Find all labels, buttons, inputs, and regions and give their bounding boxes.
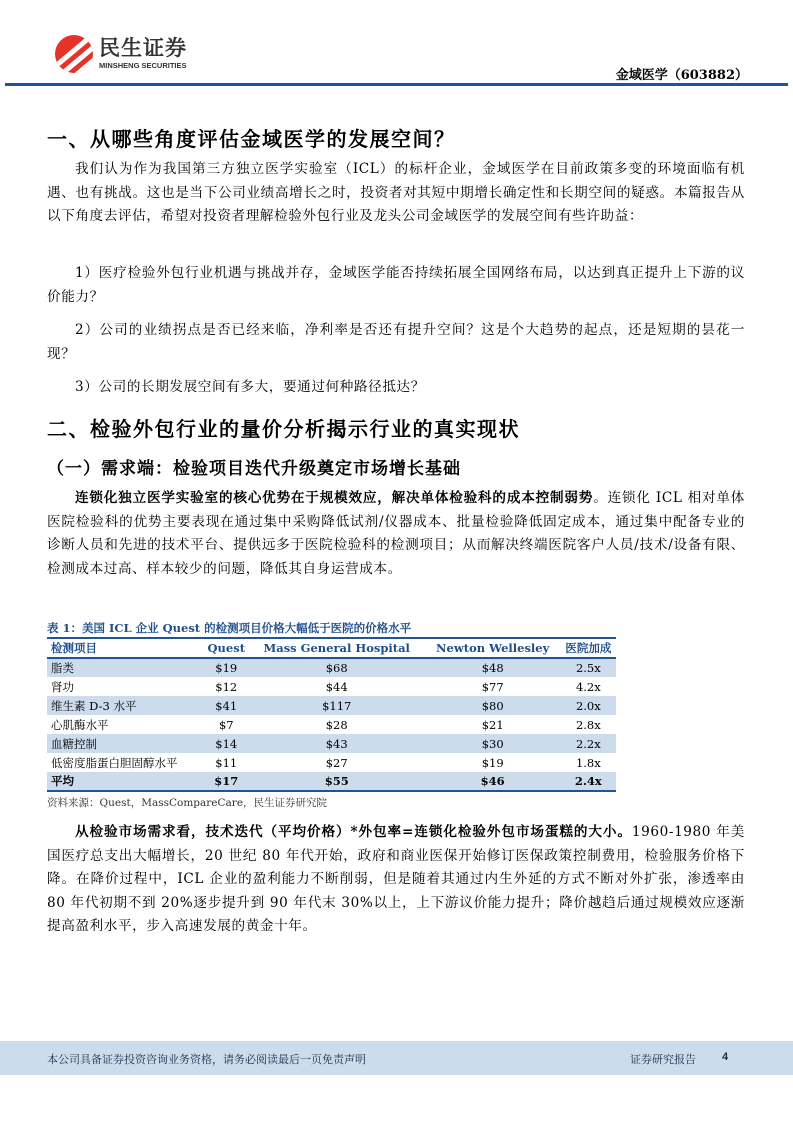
- table-cell: $11: [215, 755, 238, 770]
- logo-en: MINSHENG SECURITIES: [99, 61, 187, 70]
- question-3: 3）公司的长期发展空间有多大，要通过何种路径抵达？: [75, 379, 425, 395]
- table-row: [47, 772, 616, 791]
- section1-title: 一、从哪些角度评估金域医学的发展空间？: [47, 127, 456, 151]
- p1-body: 。连锁化 ICL 相对单体医院检验科的优势主要表现在通过集中采购降低试剂/仪器成本、批量检验降低固定成本，通过集中配备专业的诊断人员和先进的技术平台、提供远多于医院检验科的检测项目；从而解决终端医院客户人员/技术/设备有限、检测成本过高、样本较少的问题，降低其自身运营成本。: [47, 490, 745, 577]
- table-cell: $17: [204, 772, 249, 791]
- col-header: Newton Wellesley: [425, 638, 561, 658]
- section2-subtitle: （一）需求端：检验项目迭代升级奠定市场增长基础: [47, 459, 461, 479]
- table-row: [47, 677, 616, 696]
- table-row: [47, 696, 616, 715]
- table-cell: $28: [325, 717, 348, 732]
- table-cell: $44: [325, 679, 348, 694]
- footer-report-type: 证券研究报告: [630, 1054, 696, 1066]
- table-cell: 4.2x: [575, 679, 601, 694]
- table-cell: 2.2x: [561, 734, 616, 753]
- logo-mark-icon: [55, 35, 93, 73]
- table-cell: 脂类: [47, 658, 204, 677]
- table-cell: $30: [425, 734, 561, 753]
- section1-intro: 我们认为作为我国第三方独立医学实验室（ICL）的标杆企业，金域医学在目前政策多变的环境面临有机遇、也有挑战。这也是当下公司业绩高增长之时，投资者对其短中期增长确定性和长期空间的疑惑。本篇报告从以下角度去评估，希望对投资者理解检验外包行业及龙头公司金域医学的发展空间有些许助益：: [47, 161, 745, 224]
- table-cell: 维生素 D-3 水平: [47, 696, 204, 715]
- table-cell: 平均: [47, 772, 204, 791]
- section2-paragraph-1: [47, 487, 745, 581]
- table-source: 资料来源：Quest，MassCompareCare，民生证券研究院: [47, 797, 328, 809]
- table-cell: 2.8x: [575, 717, 601, 732]
- table-row: [47, 658, 616, 677]
- table-cell: $14: [204, 734, 249, 753]
- price-comparison-table: [47, 637, 616, 792]
- table-cell: 心肌酶水平: [51, 717, 109, 732]
- page-number: 4: [722, 1051, 729, 1063]
- table-cell: $19: [481, 755, 504, 770]
- table-cell: 2.5x: [561, 658, 616, 677]
- table-cell: $41: [204, 696, 249, 715]
- table-row: [47, 734, 616, 753]
- table-cell: $7: [218, 717, 234, 732]
- table-cell: 肾功: [51, 679, 74, 694]
- table-cell: $27: [325, 755, 348, 770]
- col-header: 检测项目: [47, 638, 204, 658]
- table-cell: 1.8x: [575, 755, 601, 770]
- section2-title: 二、检验外包行业的量价分析揭示行业的真实现状: [47, 417, 520, 441]
- logo-cn: 民生证券: [99, 37, 187, 60]
- table-row: [47, 715, 616, 734]
- question-2: 2）公司的业绩拐点是否已经来临，净利率是否还有提升空间？这是个大趋势的起点，还是短期的昙花一现？: [47, 322, 745, 362]
- table-cell: $68: [249, 658, 425, 677]
- question-1: 1）医疗检验外包行业机遇与挑战并存，金域医学能否持续拓展全国网络布局，以达到真正提升上下游的议价能力？: [47, 265, 745, 305]
- table-header-row: [47, 638, 616, 658]
- table-cell: 低密度脂蛋白胆固醇水平: [51, 755, 178, 770]
- footer-disclaimer: 本公司具备证券投资咨询业务资格，请务必阅读最后一页免责声明: [47, 1054, 366, 1066]
- table-cell: 2.0x: [561, 696, 616, 715]
- header-divider: [5, 83, 788, 86]
- section2-paragraph-2: [47, 821, 745, 939]
- col-header: Mass General Hospital: [249, 638, 425, 658]
- company-logo: [55, 35, 187, 73]
- p2-body: 1960-1980 年美国医疗总支出大幅增长，20 世纪 80 年代开始，政府和商业医保开始修订医保政策控制费用，检验服务价格下降。在降价过程中，ICL 企业的盈利能力不断削弱，但是随着其通过内生外延的方式不断对外扩张，渗透率由 80 年代初期不到 20%逐步提升到 90 年代末 30%以上，上下游议价能力提升；降价越趋后通过规模效应逐渐提高盈利水平，步入高速发展的黄金十年。: [47, 824, 745, 934]
- p1-lead: 连锁化独立医学实验室的核心优势在于规模效应，解决单体检验科的成本控制弱势: [75, 490, 594, 506]
- table-cell: $55: [249, 772, 425, 791]
- table-cell: $21: [481, 717, 504, 732]
- table-cell: $19: [204, 658, 249, 677]
- footer-bar: [0, 1041, 793, 1075]
- table-cell: $80: [425, 696, 561, 715]
- table-cell: $48: [425, 658, 561, 677]
- table-cell: $43: [249, 734, 425, 753]
- table-cell: 2.4x: [561, 772, 616, 791]
- table-cell: 血糖控制: [47, 734, 204, 753]
- table-cell: $117: [249, 696, 425, 715]
- p2-lead: 从检验市场需求看，技术迭代（平均价格）*外包率=连锁化检验外包市场蛋糕的大小。: [75, 824, 632, 840]
- table-cell: $77: [481, 679, 504, 694]
- table-row: [47, 753, 616, 772]
- table-caption: 表 1：美国 ICL 企业 Quest 的检测项目价格大幅低于医院的价格水平: [47, 621, 412, 635]
- col-header: Quest: [204, 638, 249, 658]
- col-header: 医院加成: [561, 638, 616, 658]
- table-cell: $46: [425, 772, 561, 791]
- company-ticker: 金域医学（603882）: [615, 68, 748, 83]
- table-cell: $12: [215, 679, 238, 694]
